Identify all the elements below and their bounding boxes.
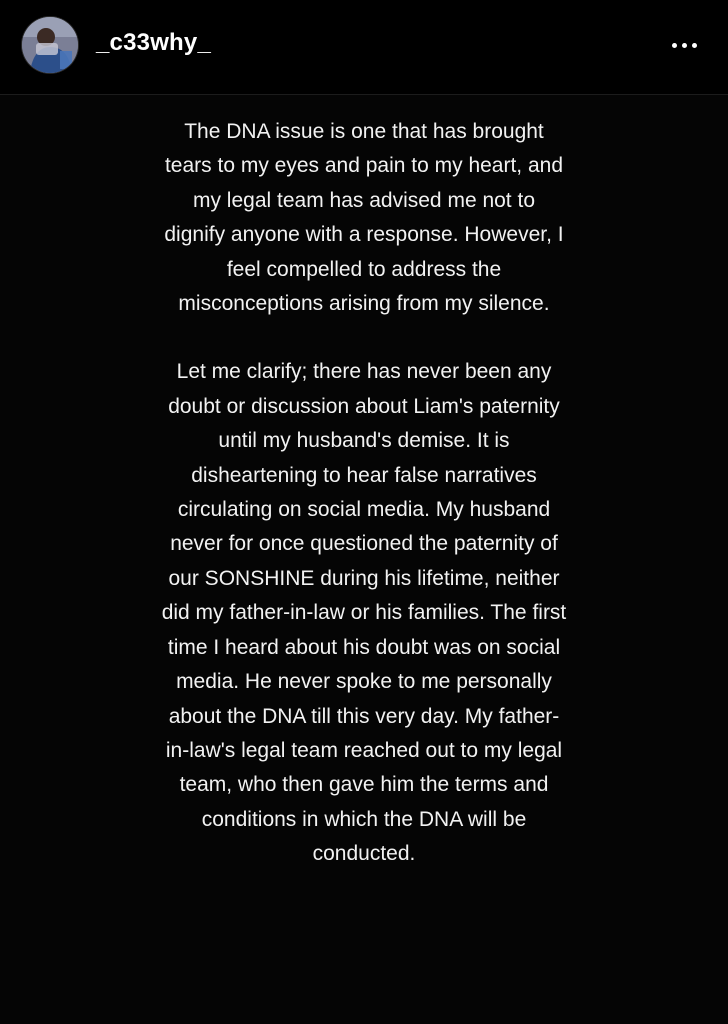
story-content bbox=[0, 95, 728, 1024]
story-paragraph-2: Let me clarify; there has never been any doubt or discussion about Liam's paternity until my husband's demise. It is disheartening to hear false narratives circulating on social media. My husband never for once questioned the paternity of our SONSHINE during his lifetime, neither did my father-in-law or his families. The first time I heard about his doubt was on social media. He never spoke to me personally about the DNA till this very day. My father-in-law's legal team reached out to my legal team, who then gave him the terms and conditions in which the DNA will be conducted. bbox=[161, 360, 567, 866]
username[interactable]: _c33why_ bbox=[96, 29, 212, 56]
story-paragraph-1: The DNA issue is one that has brought tears to my eyes and pain to my heart, and my legal team has advised me not to dignify anyone with a response. However, I feel compelled to address the misconceptions arising from my silence. bbox=[164, 120, 564, 316]
profile-avatar-icon bbox=[22, 17, 78, 73]
paragraph-spacer bbox=[160, 321, 568, 355]
more-horizontal-icon bbox=[692, 43, 697, 48]
more-horizontal-icon bbox=[682, 43, 687, 48]
story-text bbox=[160, 115, 568, 872]
more-horizontal-icon bbox=[672, 43, 677, 48]
avatar[interactable] bbox=[22, 17, 78, 73]
story-header bbox=[0, 0, 728, 94]
more-options-button[interactable] bbox=[662, 28, 706, 62]
